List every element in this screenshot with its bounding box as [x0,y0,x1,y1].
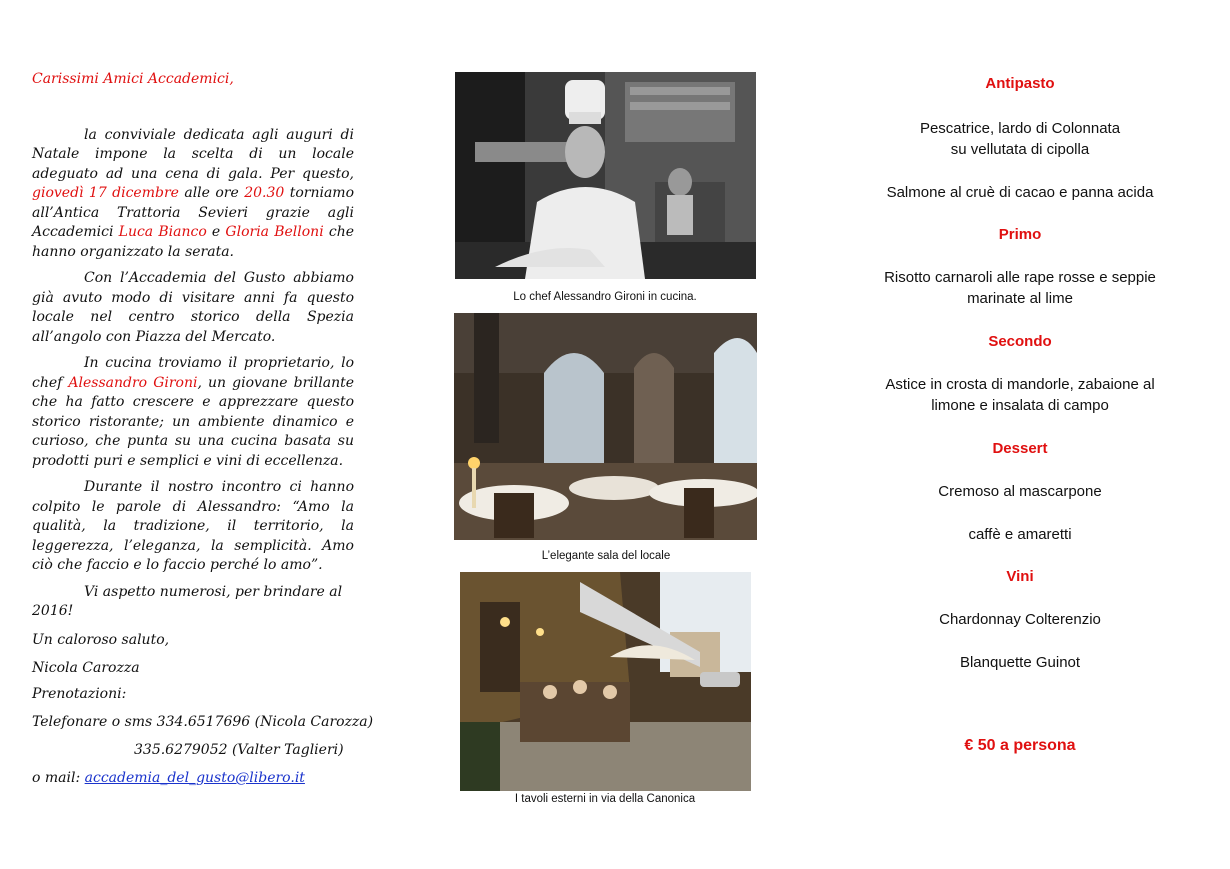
event-time: 20.30 [244,185,285,201]
menu-section-primo: Primo [998,226,1042,243]
letter-salutation: Un caloroso saluto, [32,631,170,648]
chef-photo-caption: Lo chef Alessandro Gironi in cucina. [513,291,697,303]
letter-greeting: Carissimi Amici Accademici, [32,71,234,87]
letter-paragraph-2: Con l’Accademia del Gusto abbiamo già avuto modo di visitare anni fa questo locale nel centro storico della Spezia all’angolo con Piazza del Mercato. [32,270,354,345]
phone-line-1: Telefonare o sms 334.6517696 (Nicola Carozza) [32,714,374,730]
reservations [32,684,373,796]
outdoor-tables-photo [460,572,751,791]
dining-room-photo [454,313,757,540]
outdoor-tables-photo-caption: I tavoli esterni in via della Canonica [514,793,696,805]
email-line: o mail: accademia_del_gusto@libero.it [32,770,305,786]
chef-photo [455,72,756,279]
menu-section-vini: Vini [1006,568,1034,585]
letter-paragraph-3: In cucina troviamo il proprietario, lo chef Alessandro Gironi, un giovane brillante che ha fatto crescere e apprezzare questo storico ristorante; un ambiente dinamico e curioso, che punta su una cucina basata su prodotti puri e semplici e vini di eccellenza. [32,355,355,469]
menu-item: Risotto carnaroli alle rape rosse e seppie [884,269,1156,286]
letter-signature: Nicola Carozza [32,660,140,676]
letter [32,70,354,688]
menu-item: Salmone al cruè di cacao e panna acida [886,184,1154,201]
menu-section-dessert: Dessert [992,440,1048,457]
email-link[interactable]: accademia_del_gusto@libero.it [84,770,305,786]
menu-item: Astice in crosta di mandorle, zabaione al [885,376,1155,393]
menu-section-antipasto: Antipasto [985,75,1055,92]
menu-price: € 50 a persona [964,737,1076,754]
menu-item: Chardonnay Colterenzio [939,611,1101,628]
event-date: giovedì 17 dicembre [32,185,179,201]
organizer-name: Gloria Belloni [225,224,324,240]
menu-item: marinate al lime [967,290,1073,307]
menu [850,70,1190,755]
chef-name: Alessandro Gironi [68,374,198,391]
menu-item: caffè e amaretti [968,526,1072,543]
reservations-heading: Prenotazioni: [32,686,127,702]
menu-item: Cremoso al mascarpone [938,483,1102,500]
menu-item: su vellutata di cipolla [950,141,1090,158]
dining-room-photo-caption: L’elegante sala del locale [541,550,671,562]
menu-item: limone e insalata di campo [931,397,1109,414]
organizer-name: Luca Bianco [118,224,207,240]
letter-paragraph-4: Durante il nostro incontro ci hanno colpito le parole di Alessandro: “Amo la qualità, la tradizione, il territorio, la leggerezza, l’eleganza, la semplicità. Amo ciò che faccio e lo faccio perché lo amo”. [32,479,354,573]
menu-section-secondo: Secondo [988,333,1052,350]
letter-paragraph-1: la conviviale dedicata agli auguri di Natale impone la scelta di un locale adeguato ad una cena di gala. Per questo, giovedì 17 dicembre alle ore 20.30 torniamo all’Antica Trattoria Sevieri grazie agli Accademici Luca Bianco e Gloria Belloni che hanno organizzato la serata. [32,126,355,260]
letter-closing: Vi aspetto numerosi, per brindare al 2016! [32,583,343,619]
menu-item: Blanquette Guinot [959,654,1081,671]
menu-item: Pescatrice, lardo di Colonnata [919,120,1121,137]
phone-line-2: 335.6279052 (Valter Taglieri) [134,742,344,758]
